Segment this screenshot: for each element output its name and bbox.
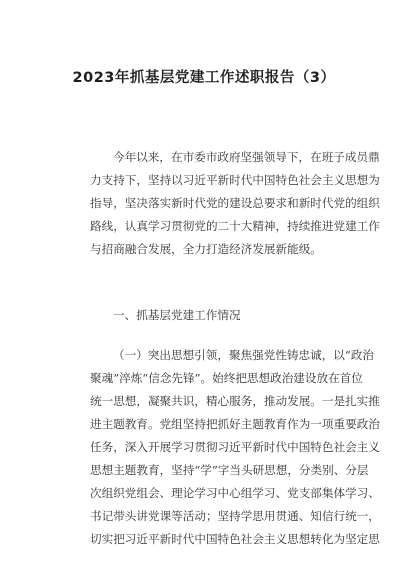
paragraph-line: 切实把习近平新时代中国特色社会主义思想转化为坚定思: [90, 532, 380, 546]
section-heading: 一、抓基层党建工作情况: [113, 308, 241, 322]
paragraph-line: 指导，坚决落实新时代党的建设总要求和新时代党的组织: [90, 196, 380, 210]
paragraph-line: 聚魂”淬炼“信念先锋”。始终把思想政治建设放在首位: [90, 371, 363, 385]
paragraph-line: 任务，深入开展学习贯彻习近平新时代中国特色社会主义: [90, 440, 380, 454]
paragraph-line: 书记带头讲党课等活动；坚持学思用贯通、知信行统一，: [90, 509, 380, 523]
paragraph-line: 思想主题教育，坚持“学”字当头研思想，分类别、分层: [90, 463, 369, 477]
paragraph-line: 路线，认真学习贯彻党的二十大精神，持续推进党建工作: [90, 219, 380, 233]
paragraph-line: （一）突出思想引领，聚焦强党性铸忠诚，以“政治: [113, 348, 374, 362]
paragraph-line: 次组织党组会、理论学习中心组学习、党支部集体学习、: [90, 486, 380, 500]
document-title: 2023年抓基层党建工作述职报告（3）: [72, 70, 336, 86]
paragraph-line: 统一思想，凝聚共识，精心服务，推动发展。一是扎实推: [90, 394, 380, 408]
paragraph-line: 进主题教育。党组坚持把抓好主题教育作为一项重要政治: [90, 417, 380, 431]
paragraph-line: 力支持下，坚持以习近平新时代中国特色社会主义思想为: [90, 173, 380, 187]
paragraph-line: 今年以来，在市委市政府坚强领导下，在班子成员鼎: [113, 150, 380, 164]
paragraph-line: 与招商融合发展，全力打造经济发展新能级。: [90, 242, 322, 256]
